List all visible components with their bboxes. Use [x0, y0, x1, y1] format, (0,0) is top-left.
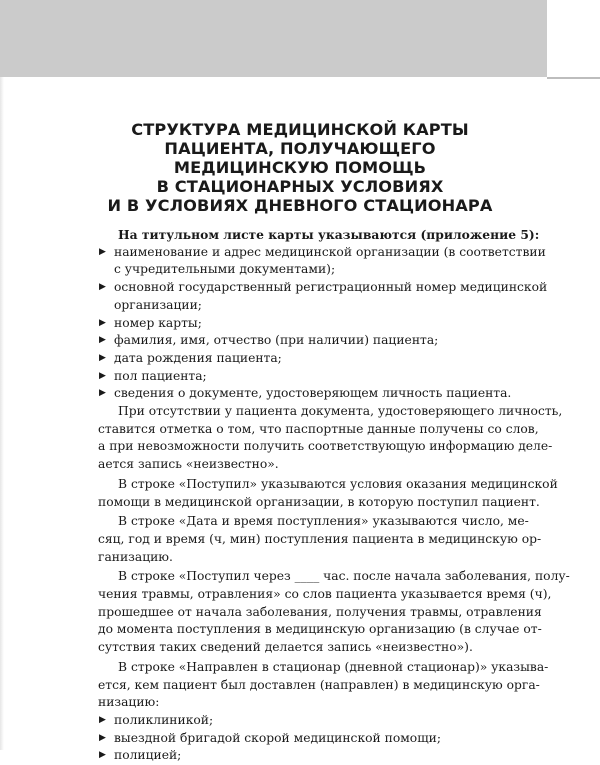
paragraph-referred: В строке «Направлен в стационар (дневной стационар)» указыва- ется, кем пациент был доставлен (направлен) в медицинскую орга- низацию: [98, 659, 549, 710]
list-item: ▶ пол пациента; [98, 368, 502, 386]
header-rule [547, 77, 600, 79]
title-page-fields-list [98, 244, 548, 403]
list-item: ▶ дата рождения пациента; [98, 350, 502, 368]
page-header-band [0, 0, 547, 77]
title-line: В СТАЦИОНАРНЫХ УСЛОВИЯХ [156, 177, 444, 196]
title-line: МЕДИЦИНСКУЮ ПОМОЩЬ [173, 158, 427, 177]
paragraph-admitted-after: В строке «Поступил через ____ час. после начала заболевания, полу- чения травмы, отравления» со слов пациента указывается время (ч), прошедшее от начала заболевания, получения травмы, отравления до момента поступления в медицинскую организацию (в случае от- сутствия таких сведений делается запись «неизвестно»). [98, 569, 570, 655]
triangle-bullet-icon: ▶ [99, 246, 106, 257]
list-item: ▶ поликлиникой; [98, 712, 502, 730]
paragraph-no-document: При отсутствии у пациента документа, удостоверяющего личность, ставится отметка о том, что паспортные данные получены со слов, а при невозможности получить соответствующую информацию деле- ается запись «неизвестно». [98, 404, 563, 472]
title-line: СТРУКТУРА МЕДИЦИНСКОЙ КАРТЫ [131, 120, 469, 139]
list-item: ▶ выездной бригадой скорой медицинской помощи; [98, 730, 502, 748]
title-line: ПАЦИЕНТА, ПОЛУЧАЮЩЕГО [164, 139, 436, 158]
paragraph-admission-date: В строке «Дата и время поступления» указываются число, ме- сяц, год и время (ч, мин) поступления пациента в медицинскую ор- ганизацию. [98, 514, 542, 564]
triangle-bullet-icon: ▶ [99, 388, 106, 399]
page-title [40, 120, 560, 215]
triangle-bullet-icon: ▶ [99, 732, 106, 743]
referral-sources-list [98, 712, 502, 765]
title-line: И В УСЛОВИЯХ ДНЕВНОГО СТАЦИОНАРА [107, 196, 493, 215]
triangle-bullet-icon: ▶ [99, 335, 106, 346]
triangle-bullet-icon: ▶ [99, 750, 106, 761]
triangle-bullet-icon: ▶ [99, 370, 106, 381]
list-item: ▶ основной государственный регистрационный номер медицинской организации; [99, 280, 548, 312]
triangle-bullet-icon: ▶ [99, 352, 106, 363]
list-item: ▶ наименование и адрес медицинской организации (в соответствии с учредительными документами); [99, 244, 546, 277]
triangle-bullet-icon: ▶ [99, 282, 106, 293]
list-item: ▶ сведения о документе, удостоверяющем личность пациента. [98, 385, 502, 403]
triangle-bullet-icon: ▶ [99, 714, 106, 725]
intro-heading: На титульном листе карты указываются (приложение 5): [118, 227, 540, 242]
list-item: ▶ фамилия, имя, отчество (при наличии) пациента; [98, 332, 502, 350]
triangle-bullet-icon: ▶ [99, 317, 106, 328]
paragraph-admitted: В строке «Поступил» указываются условия оказания медицинской помощи в медицинской организации, в которую поступил пациент. [98, 476, 558, 509]
list-item: ▶ номер карты; [98, 315, 502, 333]
list-item: ▶ полицией; [98, 747, 502, 765]
document-body [98, 226, 570, 765]
page-edge-shadow [0, 77, 4, 750]
